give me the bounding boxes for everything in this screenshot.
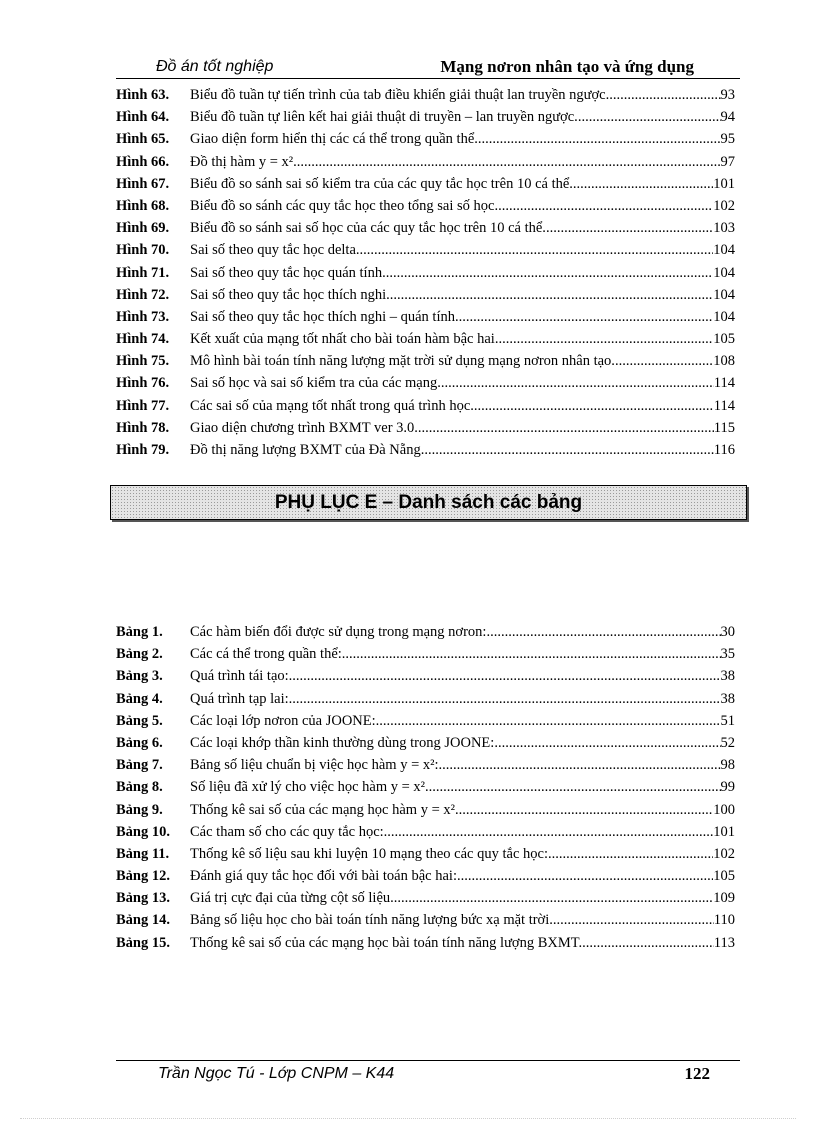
- dot-leader: [582, 932, 714, 954]
- table-label: Bảng 13.: [116, 890, 170, 907]
- figure-entry: [116, 84, 735, 106]
- table-page: 100: [713, 801, 735, 818]
- figure-title: Các sai số của mạng tốt nhất trong quá trình học.: [190, 397, 474, 414]
- table-page: 105: [713, 868, 735, 885]
- table-entry: [116, 799, 735, 821]
- dot-leader: [615, 350, 713, 372]
- table-entry: [116, 865, 735, 887]
- figure-title: Biểu đồ so sánh sai số kiểm tra của các quy tắc học trên 10 cá thể.: [190, 175, 573, 192]
- figure-entry: [116, 217, 735, 239]
- figure-page: 93: [720, 87, 735, 103]
- dot-leader: [553, 909, 714, 931]
- table-page: 30: [720, 624, 735, 640]
- figure-label: Hình 74.: [116, 331, 170, 348]
- dot-leader: [486, 621, 720, 643]
- table-label: Bảng 9.: [116, 801, 163, 818]
- figure-entry: [116, 372, 735, 394]
- figure-label: Hình 71.: [116, 264, 170, 281]
- header-thesis-title: Mạng nơron nhân tạo và ứng dụng: [440, 57, 694, 76]
- dot-leader: [578, 106, 721, 128]
- table-page: 38: [720, 668, 735, 685]
- dot-leader: [455, 306, 713, 328]
- figure-page: 94: [720, 109, 735, 126]
- figure-title: Biểu đồ so sánh các quy tắc học theo tổng sai số học: [190, 197, 495, 214]
- table-entry: [116, 643, 735, 665]
- figure-label: Hình 64.: [116, 109, 170, 126]
- table-title: Các cá thể trong quần thể:: [190, 646, 342, 663]
- figure-label: Hình 73.: [116, 308, 170, 325]
- figure-title: Sai số theo quy tắc học thích nghi – quán tính: [190, 308, 455, 325]
- table-title: Quá trình tái tạo:: [190, 668, 289, 685]
- table-label: Bảng 1.: [116, 624, 163, 640]
- figure-entry: [116, 262, 735, 284]
- dot-leader: [455, 799, 713, 821]
- dot-leader: [495, 328, 713, 350]
- figure-label: Hình 69.: [116, 220, 170, 237]
- figure-title: Mô hình bài toán tính năng lượng mặt trời sử dụng mạng nơron nhân tạo.: [190, 353, 615, 370]
- table-page: 101: [713, 823, 735, 840]
- table-entry: [116, 909, 735, 931]
- figure-page: 102: [713, 197, 735, 214]
- figure-page: 104: [713, 264, 735, 281]
- dot-leader: [390, 887, 713, 909]
- table-page: 98: [720, 757, 735, 774]
- figure-page: 115: [713, 419, 735, 436]
- table-page: 99: [720, 779, 735, 796]
- figure-title: Sai số theo quy tắc học quán tính: [190, 264, 383, 281]
- figure-label: Hình 72.: [116, 286, 170, 303]
- table-entry: [116, 887, 735, 909]
- figure-page: 101: [713, 175, 735, 192]
- figure-entry: [116, 128, 735, 150]
- dot-leader: [494, 195, 713, 217]
- figure-page: 114: [713, 375, 735, 392]
- dot-leader: [474, 395, 714, 417]
- table-label: Bảng 3.: [116, 668, 163, 685]
- figure-entry: [116, 395, 735, 417]
- figure-label: Hình 78.: [116, 419, 170, 436]
- table-label: Bảng 4.: [116, 690, 163, 707]
- dot-leader: [418, 417, 714, 439]
- figure-title: Sai số theo quy tắc học delta: [190, 242, 356, 259]
- table-list: [116, 621, 735, 954]
- dot-leader: [573, 173, 713, 195]
- figure-page: 116: [713, 442, 735, 458]
- header-thesis-label: Đồ án tốt nghiệp: [156, 58, 274, 75]
- figure-label: Hình 67.: [116, 175, 170, 192]
- table-entry: [116, 821, 735, 843]
- figure-title: Giao diện form hiển thị các cá thể trong quần thể.: [190, 131, 478, 148]
- figure-entry: [116, 417, 735, 439]
- dot-leader: [289, 688, 721, 710]
- figure-entry: [116, 173, 735, 195]
- figure-label: Hình 63.: [116, 87, 170, 103]
- figure-page: 97: [720, 153, 735, 170]
- table-entry: [116, 710, 735, 732]
- figure-page: 105: [713, 331, 735, 348]
- figure-page: 114: [713, 397, 735, 414]
- page-bottom-dotted-divider: [20, 1118, 796, 1119]
- table-label: Bảng 15.: [116, 934, 170, 951]
- table-title: Các loại lớp nơron của JOONE:: [190, 712, 376, 729]
- table-title: Quá trình tạp lai:: [190, 690, 289, 707]
- dot-leader: [546, 217, 713, 239]
- dot-leader: [384, 821, 714, 843]
- figure-entry: [116, 306, 735, 328]
- dot-leader: [424, 439, 713, 461]
- figure-entry: [116, 239, 735, 261]
- dot-leader: [441, 372, 714, 394]
- figure-title: Biểu đồ tuần tự tiến trình của tab điều khiển giải thuật lan truyền ngược.: [190, 87, 610, 103]
- table-page: 51: [720, 712, 735, 729]
- figure-label: Hình 79.: [116, 442, 170, 458]
- table-page: 113: [713, 934, 735, 951]
- figure-label: Hình 76.: [116, 375, 170, 392]
- table-entry: [116, 688, 735, 710]
- figure-label: Hình 70.: [116, 242, 170, 259]
- figure-title: Biểu đồ tuần tự liên kết hai giải thuật di truyền – lan truyền ngược.: [190, 109, 578, 126]
- table-title: Thống kê sai số của các mạng học bài toán tính năng lượng BXMT.: [190, 934, 583, 951]
- figure-title: Đồ thị hàm y = x²: [190, 153, 294, 170]
- dot-leader: [478, 128, 721, 150]
- table-label: Bảng 10.: [116, 823, 170, 840]
- table-label: Bảng 14.: [116, 912, 170, 929]
- figure-label: Hình 77.: [116, 397, 170, 414]
- figure-entry: [116, 439, 735, 461]
- page-number: 122: [684, 1064, 710, 1083]
- dot-leader: [609, 84, 720, 106]
- table-entry: [116, 665, 735, 687]
- table-title: Thống kê sai số của các mạng học hàm y = x²: [190, 801, 455, 818]
- figure-title: Kết xuất của mạng tốt nhất cho bài toán hàm bậc hai: [190, 331, 495, 348]
- table-entry: [116, 843, 735, 865]
- figure-entry: [116, 195, 735, 217]
- figure-label: Hình 66.: [116, 153, 170, 170]
- figure-title: Sai số học và sai số kiểm tra của các mạng.: [190, 375, 441, 392]
- table-title: Thống kê số liệu sau khi luyện 10 mạng theo các quy tắc học:: [190, 845, 548, 862]
- figure-page: 95: [720, 131, 735, 148]
- figure-page: 103: [713, 220, 735, 237]
- figure-list: [116, 84, 735, 461]
- figure-page: 104: [713, 286, 735, 303]
- figure-title: Đồ thị năng lượng BXMT của Đà Nẵng.: [190, 442, 425, 458]
- figure-entry: [116, 106, 735, 128]
- figure-page: 108: [713, 353, 735, 370]
- dot-leader: [356, 239, 713, 261]
- figure-label: Hình 68.: [116, 197, 170, 214]
- footer-author: Trần Ngọc Tú - Lớp CNPM – K44: [158, 1065, 395, 1082]
- dot-leader: [548, 843, 713, 865]
- figure-entry: [116, 151, 735, 173]
- dot-leader: [386, 284, 713, 306]
- table-title: Số liệu đã xử lý cho việc học hàm y = x²: [190, 779, 426, 796]
- table-label: Bảng 2.: [116, 646, 163, 663]
- dot-leader: [342, 643, 721, 665]
- table-page: 52: [720, 734, 735, 751]
- table-page: 38: [720, 690, 735, 707]
- table-title: Đánh giá quy tắc học đối với bài toán bậc hai:: [190, 868, 457, 885]
- dot-leader: [425, 776, 720, 798]
- table-page: 109: [713, 890, 735, 907]
- table-label: Bảng 11.: [116, 845, 170, 862]
- figure-page: 104: [713, 242, 735, 259]
- table-entry: [116, 776, 735, 798]
- dot-leader: [382, 262, 713, 284]
- table-page: 35: [720, 646, 735, 663]
- table-label: Bảng 8.: [116, 779, 163, 796]
- section-heading-appendix-e: PHỤ LỤC E – Danh sách các bảng: [110, 485, 747, 520]
- dot-leader: [457, 865, 713, 887]
- page-header: [116, 56, 740, 79]
- figure-entry: [116, 328, 735, 350]
- dot-leader: [293, 151, 720, 173]
- table-page: 102: [713, 845, 735, 862]
- table-entry: [116, 754, 735, 776]
- figure-page: 104: [713, 308, 735, 325]
- table-label: Bảng 6.: [116, 734, 163, 751]
- table-title: Giá trị cực đại của từng cột số liệu: [190, 890, 391, 907]
- dot-leader: [494, 732, 720, 754]
- figure-entry: [116, 284, 735, 306]
- table-entry: [116, 932, 735, 954]
- figure-entry: [116, 350, 735, 372]
- figure-title: Biểu đồ so sánh sai số học của các quy tắc học trên 10 cá thể.: [190, 220, 546, 237]
- figure-title: Sai số theo quy tắc học thích nghi: [190, 286, 387, 303]
- table-label: Bảng 12.: [116, 868, 170, 885]
- table-entry: [116, 732, 735, 754]
- dot-leader: [439, 754, 721, 776]
- table-label: Bảng 7.: [116, 757, 163, 774]
- table-page: 110: [713, 912, 735, 929]
- table-title: Các tham số cho các quy tắc học:: [190, 823, 384, 840]
- table-label: Bảng 5.: [116, 712, 163, 729]
- table-title: Các hàm biến đổi được sử dụng trong mạng nơron:: [190, 624, 487, 640]
- table-title: Bảng số liệu học cho bài toán tính năng lượng bức xạ mặt trời.: [190, 912, 553, 929]
- figure-label: Hình 75.: [116, 353, 170, 370]
- table-entry: [116, 621, 735, 643]
- figure-label: Hình 65.: [116, 131, 170, 148]
- dot-leader: [376, 710, 721, 732]
- table-title: Các loại khớp thần kinh thường dùng trong JOONE:: [190, 734, 495, 751]
- dot-leader: [289, 665, 721, 687]
- table-title: Bảng số liệu chuẩn bị việc học hàm y = x²:: [190, 757, 439, 774]
- page-footer: [116, 1060, 740, 1091]
- figure-title: Giao diện chương trình BXMT ver 3.0.: [190, 419, 418, 436]
